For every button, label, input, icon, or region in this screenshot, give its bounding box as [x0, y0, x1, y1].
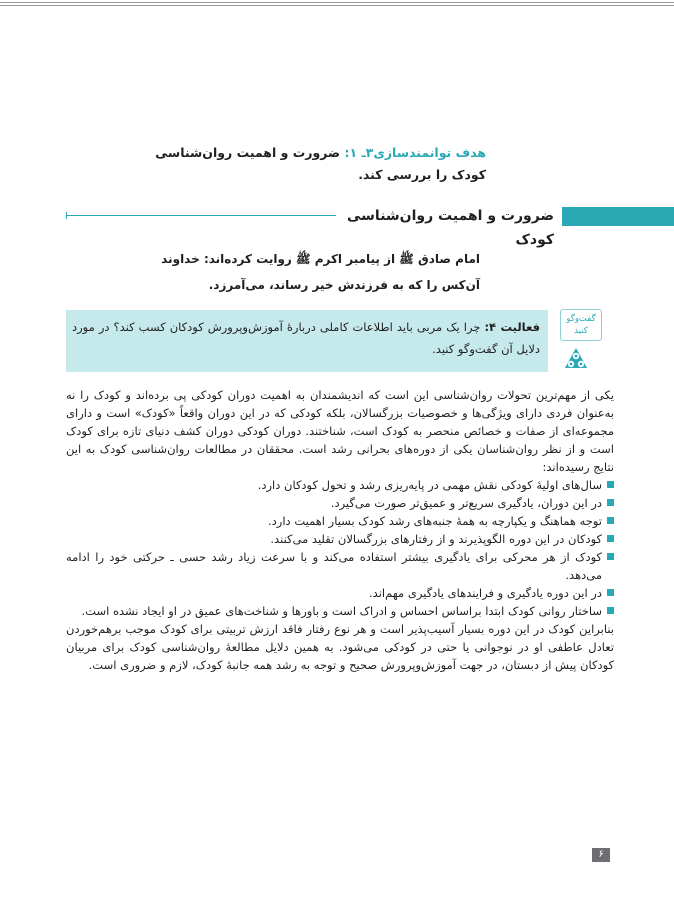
header-rule-bottom — [0, 5, 674, 6]
hadith-quote: امام صادق ﷺ از پیامبر اکرم ﷺ روایت کرده‌اند: خداوند آن‌کس را که به فرزندش خیر رساند، می‌آمرزد. — [161, 252, 480, 292]
learning-goal — [120, 142, 486, 186]
goal-label: هدف توانمندسازی۳ـ ۱: — [344, 145, 486, 160]
section-title: ضرورت و اهمیت روان‌شناسی کودک — [347, 208, 554, 248]
bullet-square-icon — [607, 589, 614, 596]
goal-text: ضرورت و اهمیت روان‌شناسی کودک را بررسی کند. — [155, 145, 486, 182]
intro-paragraph: یکی از مهم‌ترین تحولات روان‌شناسی این است که اندیشمندان به اهمیت دوران کودکی پی برده‌اند و کودک را نه به‌عنوان فردی دارای ویژگی‌ها و خصوصیات بزرگسالان، بلکه کودکی که در این دوران واقعاً «کودک» است و دارای مجموعه‌ای از صفات و خصائص منحصر به کودک است، شناختند. دوران کودکی دوران کشف دنیای تازه برای کودک است و از نظر روان‌شناسان یکی از دوره‌های بحرانی رشد است. محققان در مطالعات روان‌شناسی کودک به این نتایج رسیده‌اند: — [66, 388, 614, 474]
list-item: ساختار روانی کودک ابتدا براساس احساس و ادراک است و باورها و شناخت‌های عمیق در او ایجاد نشده است. — [66, 602, 614, 620]
list-item: کودک از هر محرکی برای یادگیری بیشتر استفاده می‌کند و با سرعت زیاد رشد حسی ـ حرکتی خود را ادامه می‌دهد. — [66, 548, 614, 584]
discuss-badge-line2: کنید — [574, 326, 588, 336]
findings-list — [66, 476, 614, 620]
bullet-square-icon — [607, 481, 614, 488]
list-item: در این دوره یادگیری و فرایندهای یادگیری مهم‌اند. — [66, 584, 614, 602]
discussion-icon — [564, 347, 588, 371]
section-rule — [66, 215, 336, 216]
list-item: در این دوران، یادگیری سریع‌تر و عمیق‌تر صورت می‌گیرد. — [66, 494, 614, 512]
bullet-square-icon — [607, 607, 614, 614]
bullet-square-icon — [607, 553, 614, 560]
discuss-badge — [560, 309, 602, 341]
conclusion-paragraph: بنابراین کودک در این دوره بسیار آسیب‌پذیر است و هر نوع رفتار فاقد ارزش تربیتی برای کودک موجب برهم‌خوردن تعادل عاطفی او در نوجوانی یا حتی در کودکی می‌شود. به همین دلایل مطالعۀ روان‌شناسی کودک برای مربیان کودکان پیش از دبستان، در جهت آموزش‌وپرورش صحیح و توجه به رشد همه جانبۀ کودک، لازم و ضروری است. — [66, 622, 614, 672]
activity-question: چرا یک مربی باید اطلاعات کاملی دربارۀ آموزش‌وپرورش کودکان کسب کند؟ در مورد دلایل آن گفت‌وگو کنید. — [72, 320, 540, 356]
activity-text — [72, 316, 540, 360]
bullet-square-icon — [607, 499, 614, 506]
discuss-badge-line1: گفت‌وگو — [566, 314, 596, 324]
page-number: ۶ — [592, 848, 610, 862]
section-accent-bar — [562, 207, 674, 226]
bullet-square-icon — [607, 517, 614, 524]
bullet-square-icon — [607, 535, 614, 542]
header-rule-top — [0, 2, 674, 3]
list-item: کودکان در این دوره الگوپذیرند و از رفتارهای بزرگسالان تقلید می‌کنند. — [66, 530, 614, 548]
list-item: سال‌های اولیۀ کودکی نقش مهمی در پایه‌ریزی رشد و تحول کودکان دارد. — [66, 476, 614, 494]
activity-label: فعالیت ۴: — [484, 320, 540, 334]
list-item: توجه هماهنگ و یکپارچه به همۀ جنبه‌های رشد کودک بسیار اهمیت دارد. — [66, 512, 614, 530]
body-text — [66, 386, 614, 674]
